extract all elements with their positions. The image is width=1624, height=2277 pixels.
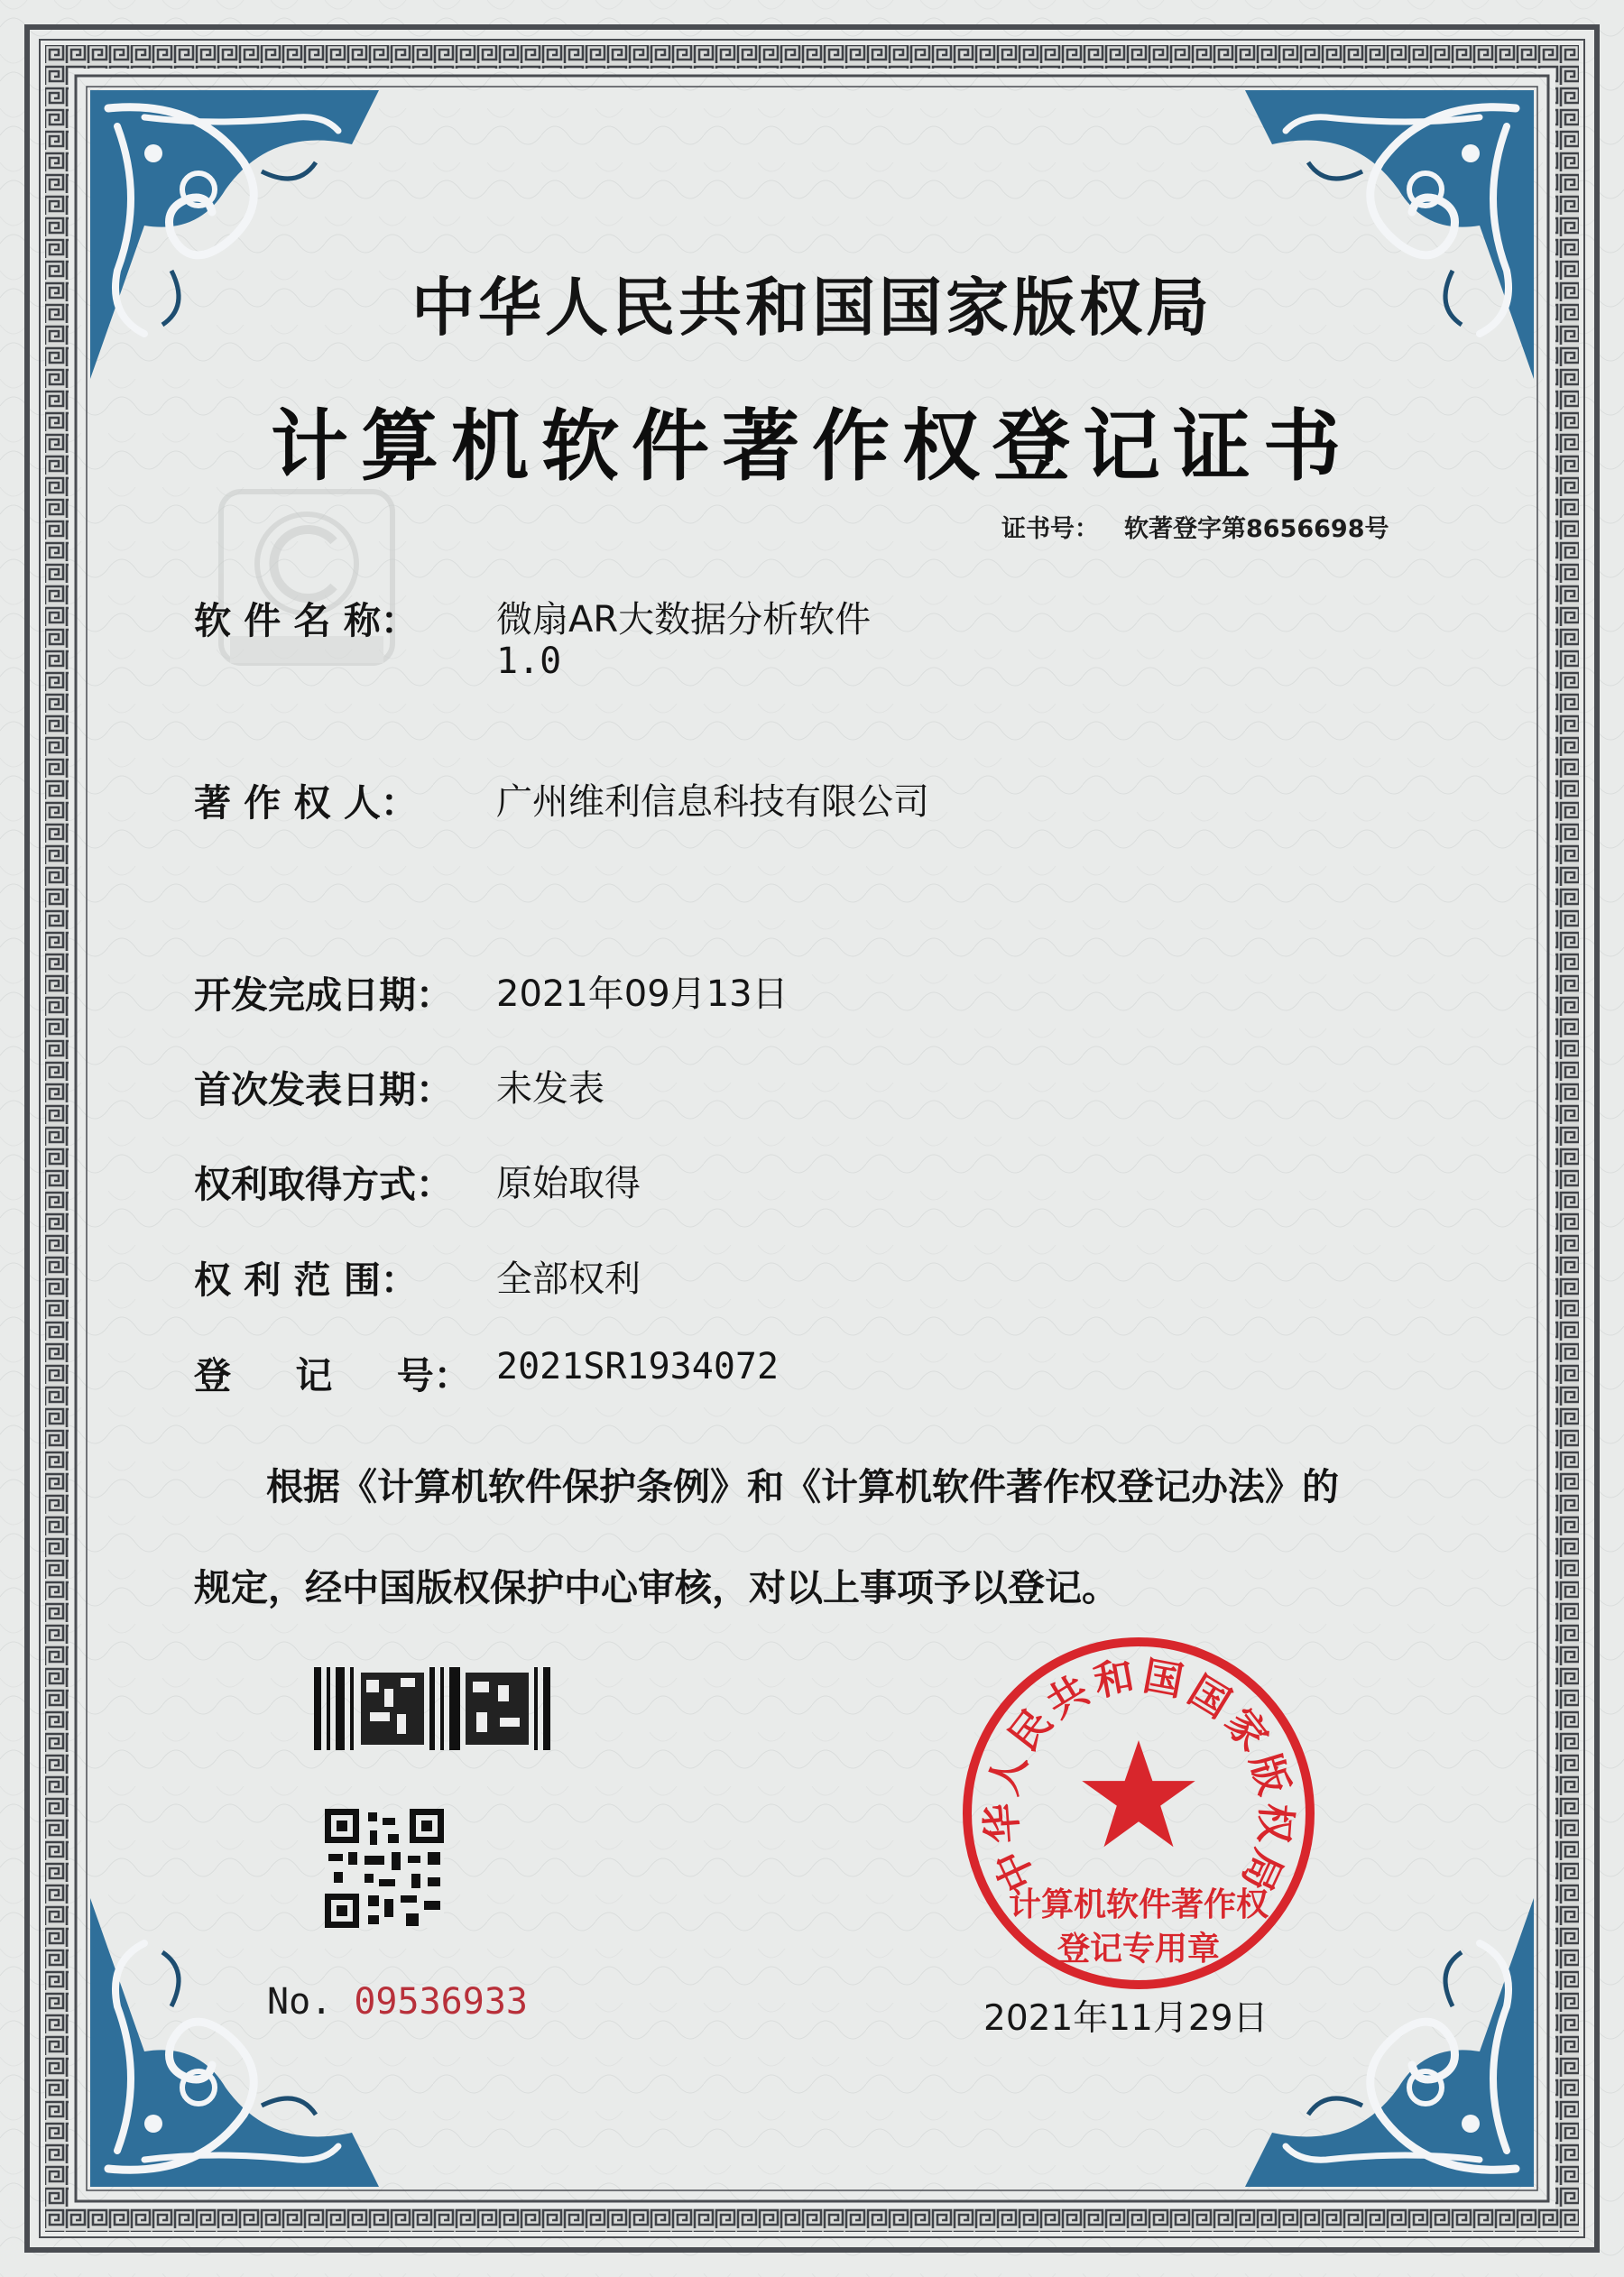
seal-arc-char: 家 [1215, 1700, 1277, 1760]
seal-arc-char: 局 [1232, 1842, 1291, 1899]
qr-code-icon [325, 1809, 444, 1928]
registration-number-value: 2021SR1934072 [496, 1346, 780, 1387]
development-date-value: 2021年09月13日 [496, 973, 789, 1015]
seal-arc-char: 民 [1001, 1700, 1062, 1760]
software-name-value: 微扇AR大数据分析软件 [496, 599, 872, 641]
issuer-name: 中华人民共和国国家版权局 [411, 271, 1213, 345]
barcode-icon [314, 1667, 550, 1750]
seal-arc-char: 华 [978, 1801, 1028, 1845]
seal-arc-char: 共 [1038, 1667, 1097, 1728]
acquisition-method-label: 权利取得方式： [194, 1163, 453, 1206]
seal-arc-char: 权 [1250, 1801, 1299, 1845]
issue-date: 2021年11月29日 [983, 1998, 1269, 2039]
software-version-value: 1.0 [496, 641, 562, 682]
publication-date-label: 首次发表日期： [194, 1068, 453, 1111]
copyright-owner-value: 广州维利信息科技有限公司 [496, 781, 929, 823]
certificate-number-value: 软著登字第8656698号 [1124, 515, 1389, 543]
serial-number-label: No. [267, 1981, 333, 2023]
registration-number-label: 登 记 号： [194, 1354, 471, 1397]
seal-inner-line-2: 登记专用章 [1057, 1931, 1220, 1968]
copyright-owner-label: 著 作 权 人： [194, 781, 418, 825]
seal-arc-char: 版 [1241, 1748, 1296, 1800]
document-title: 计算机软件著作权登记证书 [271, 401, 1353, 492]
seal-arc-char: 人 [981, 1748, 1037, 1800]
rights-scope-label: 权 利 范 围： [194, 1258, 418, 1302]
seal-arc-char: 国 [1140, 1653, 1187, 1707]
seal-arc-char: 国 [1180, 1667, 1239, 1728]
publication-date-value: 未发表 [496, 1068, 604, 1110]
serial-number-value: 09536933 [354, 1981, 528, 2023]
certificate-number-label: 证书号： [1001, 515, 1099, 543]
seal-arc-char: 中 [986, 1842, 1046, 1899]
seal-arc-char: 和 [1090, 1653, 1138, 1707]
software-name-label: 软 件 名 称： [194, 599, 418, 642]
rights-scope-value: 全部权利 [496, 1258, 641, 1300]
seal-inner-line-1: 计算机软件著作权 [1008, 1886, 1269, 1923]
statement-line-2: 规定，经中国版权保护中心审核，对以上事项予以登记。 [194, 1566, 1119, 1609]
serial-number [267, 1981, 528, 2023]
acquisition-method-value: 原始取得 [496, 1163, 641, 1204]
statement-line-1: 根据《计算机软件保护条例》和《计算机软件著作权登记办法》的 [266, 1465, 1339, 1508]
development-date-label: 开发完成日期： [194, 973, 453, 1017]
